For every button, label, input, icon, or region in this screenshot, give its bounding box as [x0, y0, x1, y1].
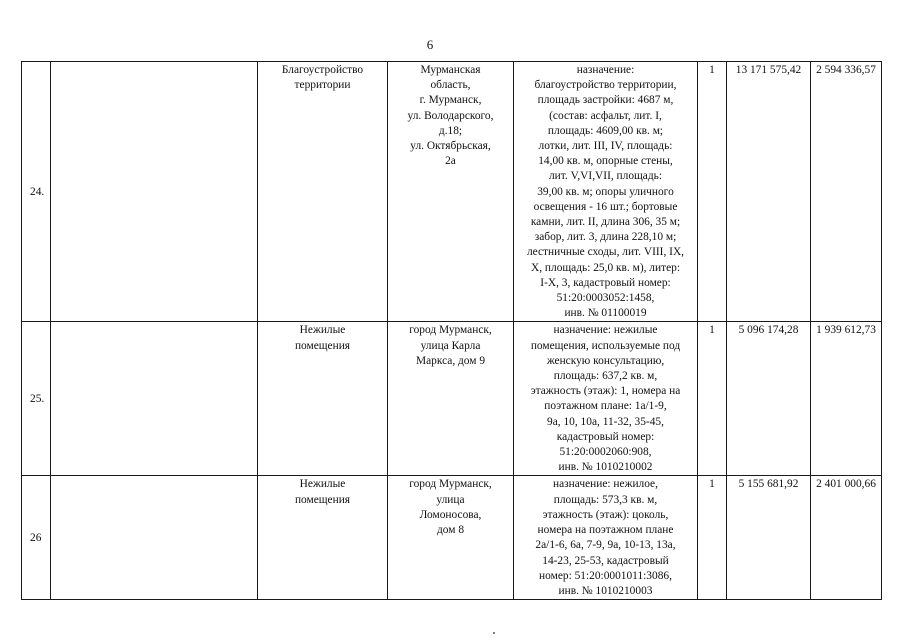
table-row	[22, 322, 882, 476]
object-description: назначение: благоустройство территории, площадь застройки: 4687 м, (состав: асфальт, лит. I, площадь: 4609,00 кв. м; лотки, лит. III, IV, площадь: 14,00 кв. м, опорные стены, лит. V,VI,VII, площадь: 39,00 кв. м; опоры уличного освещения - 16 шт.; бортовые камни, лит. II, длина 306, 35 м; забор, лит. 3, длина 228,10 м; лестничные сходы, лит. VIII, IX, X, площадь: 25,0 кв. м), литер: I-X, 3, кадастровый номер: 51:20:0003052:1458, инв. № 01100019	[514, 62, 698, 322]
empty-cell	[51, 476, 258, 600]
residual-value: 2 594 336,57	[811, 62, 882, 322]
property-registry-table	[21, 61, 882, 600]
book-value: 5 096 174,28	[727, 322, 811, 476]
row-number: 26	[22, 476, 51, 600]
object-name: Благоустройство территории	[258, 62, 388, 322]
quantity: 1	[698, 476, 727, 600]
object-address: Мурманская область, г. Мурманск, ул. Володарского, д.18; ул. Октябрьская, 2а	[388, 62, 514, 322]
page-number: 6	[426, 37, 434, 52]
object-description: назначение: нежилые помещения, используемые под женскую консультацию, площадь: 637,2 кв. м, этажность (этаж): 1, номера на поэтажном плане: 1а/1-9, 9а, 10, 10а, 11-32, 35-45, кадастровый номер: 51:20:0002060:908, инв. № 1010210002	[514, 322, 698, 476]
object-description: назначение: нежилое, площадь: 573,3 кв. м, этажность (этаж): цоколь, номера на поэтажном плане 2а/1-6, 6а, 7-9, 9а, 10-13, 13а, 14-23, 25-53, кадастровый номер: 51:20:0001011:3086, инв. № 1010210003	[514, 476, 698, 600]
object-address: город Мурманск, улица Ломоносова, дом 8	[388, 476, 514, 600]
table-row	[22, 62, 882, 322]
quantity: 1	[698, 322, 727, 476]
object-name: Нежилые помещения	[258, 476, 388, 600]
empty-cell	[51, 322, 258, 476]
scan-speck	[493, 632, 495, 634]
row-number: 25.	[22, 322, 51, 476]
table-row	[22, 476, 882, 600]
empty-cell	[51, 62, 258, 322]
row-number: 24.	[22, 62, 51, 322]
object-address: город Мурманск, улица Карла Маркса, дом 9	[388, 322, 514, 476]
quantity: 1	[698, 62, 727, 322]
book-value: 13 171 575,42	[727, 62, 811, 322]
object-name: Нежилые помещения	[258, 322, 388, 476]
residual-value: 2 401 000,66	[811, 476, 882, 600]
residual-value: 1 939 612,73	[811, 322, 882, 476]
book-value: 5 155 681,92	[727, 476, 811, 600]
